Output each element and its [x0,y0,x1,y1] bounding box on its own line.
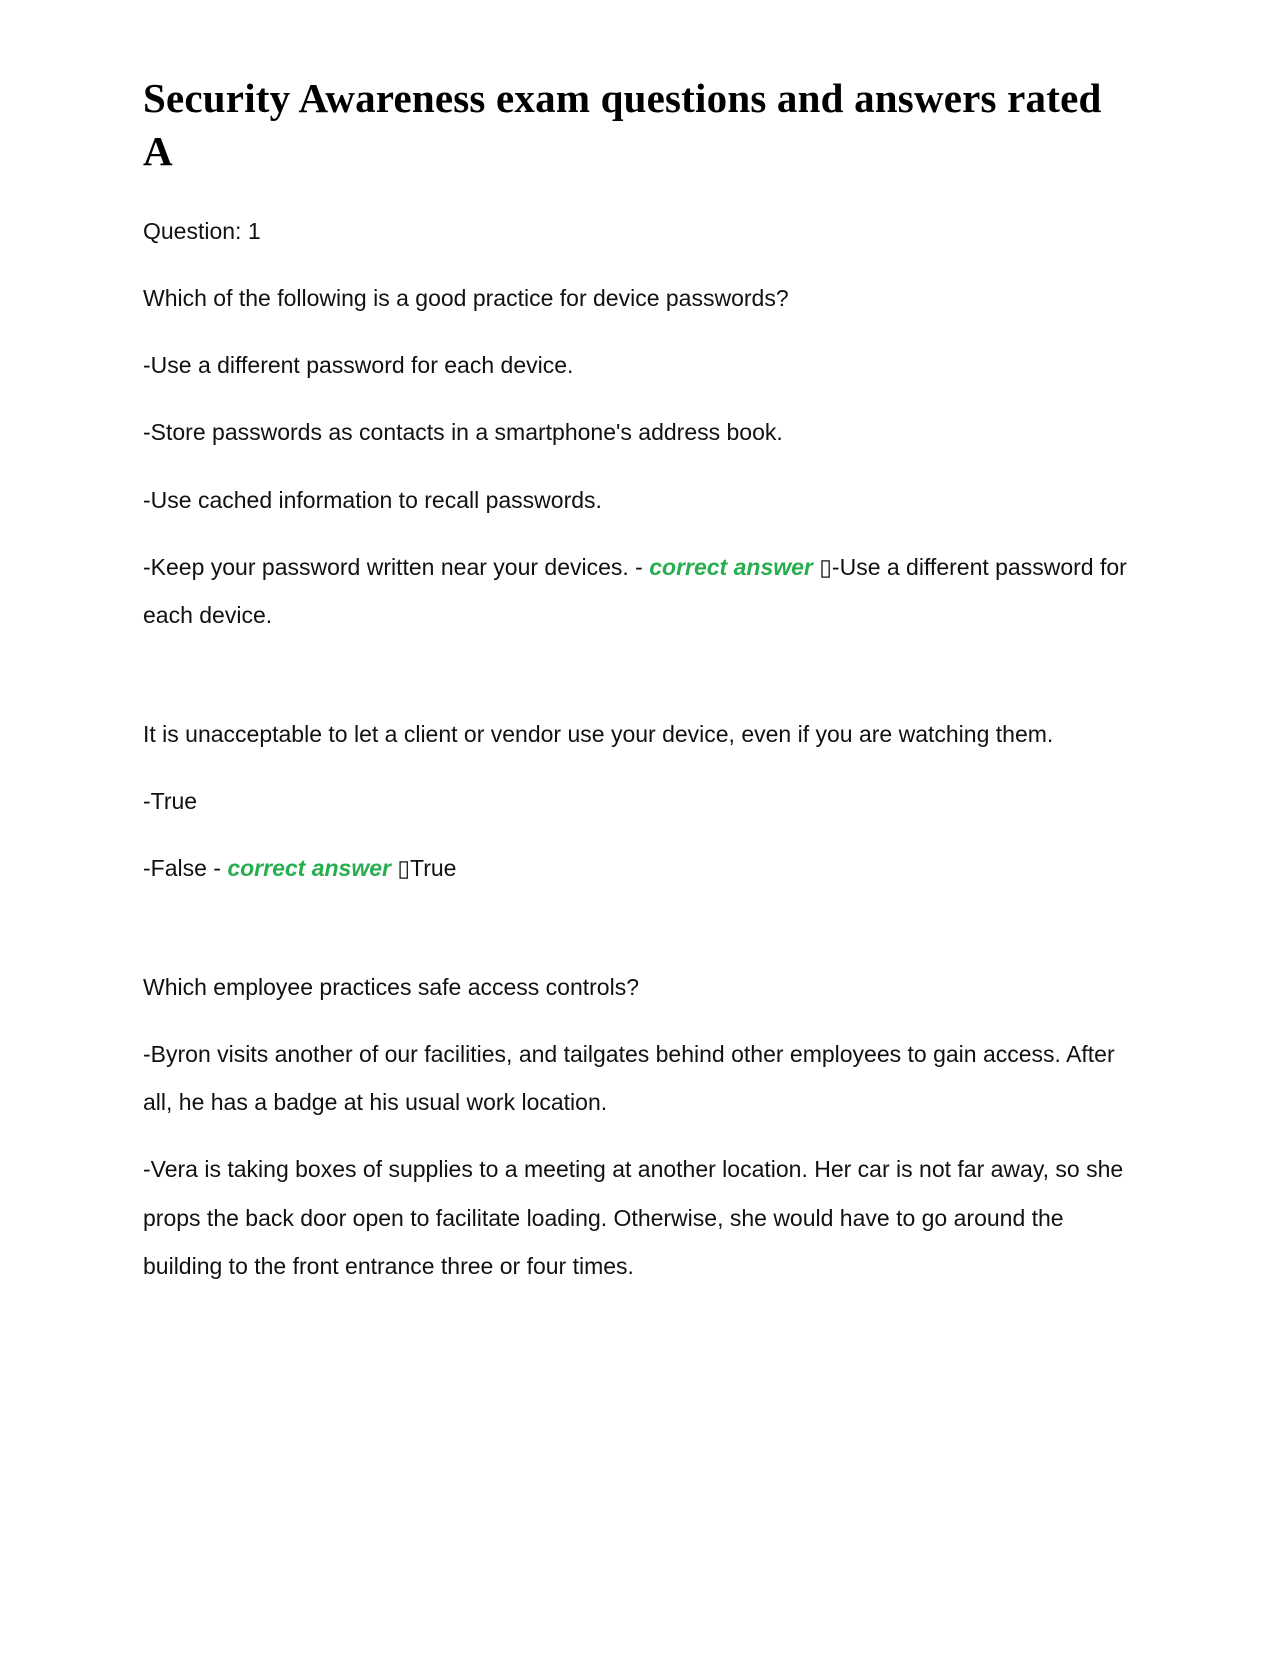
question-3-option-1: -Byron visits another of our facilities, and tailgates behind other employees to gain access. After all, he has a badge at his usual work location. [143,1040,1115,1116]
question-2-answer-line [143,844,1135,892]
question-1-correct-answer-label: correct answer [649,554,813,581]
question-2-option-2: -False - [143,855,228,882]
question-number-label: Question: 1 [143,217,261,244]
question-2-correct-answer-label: correct answer [227,855,391,882]
question-1-correct-answer-text: ▯-Use a different password for each device. [143,554,1127,629]
question-1-text: Which of the following is a good practice for device passwords? [143,284,789,311]
question-2-option-1: -True [143,787,198,814]
question-2-text: It is unacceptable to let a client or vendor use your device, even if you are watching them. [143,720,1054,747]
document-title: Security Awareness exam questions and answers rated A [143,75,1102,175]
question-1-answer-line [143,543,1135,640]
question-1-option-1: -Use a different password for each device. [143,352,574,379]
question-3-option-2: -Vera is taking boxes of supplies to a meeting at another location. Her car is not far away, so she props the back door open to facilitate loading. Otherwise, she would have to go around the building to the front entrance three or four times. [143,1156,1124,1280]
question-1-option-2: -Store passwords as contacts in a smartphone's address book. [143,419,783,446]
question-1-option-4: -Keep your password written near your devices. - [143,554,650,581]
question-2-correct-answer-text: ▯True [390,855,457,882]
question-1-option-3: -Use cached information to recall passwords. [143,486,602,513]
question-3-text: Which employee practices safe access controls? [143,973,639,1000]
